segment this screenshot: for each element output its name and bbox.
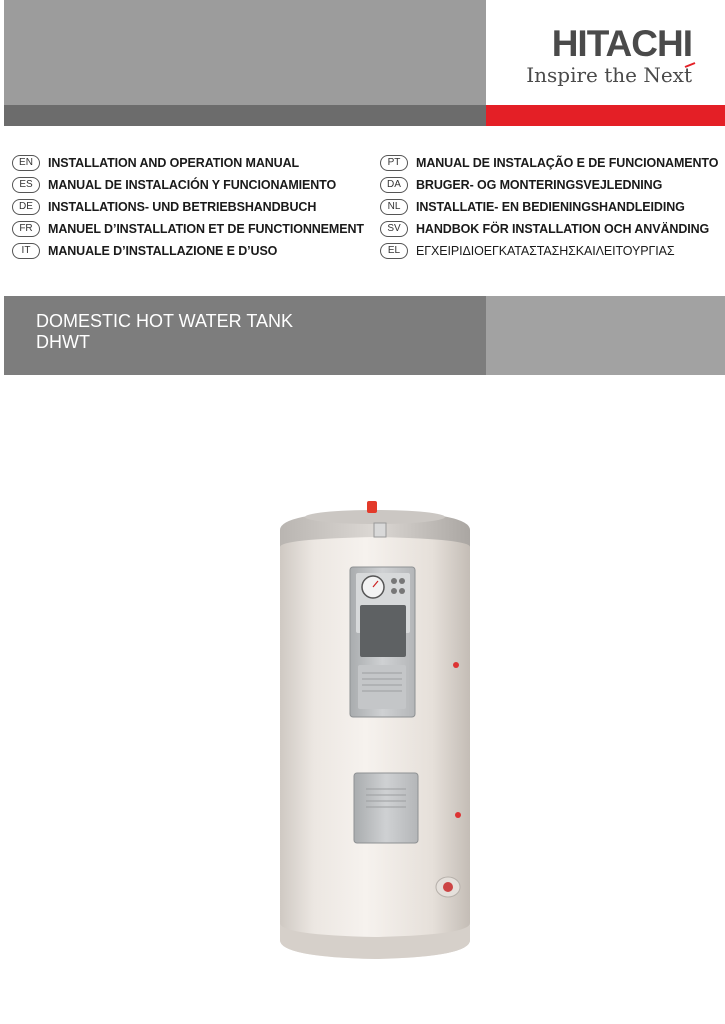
manual-title: MANUALE D’INSTALLAZIONE E D’USO [48,244,278,258]
language-row [12,152,364,174]
language-code-badge: IT [12,243,40,259]
language-row [380,240,718,262]
language-list-left [12,152,364,262]
language-row [12,240,364,262]
language-code-badge: SV [380,221,408,237]
language-row [380,174,718,196]
language-code-badge: ES [12,177,40,193]
tagline-accent-mark-icon [684,62,696,68]
header-red-strip [486,105,725,126]
manual-title: INSTALLATIONS- UND BETRIEBSHANDBUCH [48,200,317,214]
language-code-badge: FR [12,221,40,237]
language-row [380,152,718,174]
language-code-badge: NL [380,199,408,215]
language-list-right [380,152,718,262]
manual-title: MANUAL DE INSTALACIÓN Y FUNCIONAMIENTO [48,178,337,192]
manual-title: MANUEL D’INSTALLATION ET DE FUNCTIONNEMENT [48,222,364,236]
manual-title: BRUGER- OG MONTERINGSVEJLEDNING [416,178,663,192]
manual-title: INSTALLATION AND OPERATION MANUAL [48,156,300,170]
product-model: DHWT [36,332,90,352]
language-code-badge: EL [380,243,408,259]
water-tank-illustration [270,495,480,965]
language-row [380,218,718,240]
language-code-badge: PT [380,155,408,171]
language-code-badge: DE [12,199,40,215]
manual-title: MANUAL DE INSTALAÇÃO E DE FUNCIONAMENTO [416,156,719,170]
product-title [36,311,293,353]
product-band-side [486,296,725,375]
language-row [12,196,364,218]
language-row [12,174,364,196]
product-name: DOMESTIC HOT WATER TANK [36,311,294,331]
header-gray-strip [4,105,486,126]
manual-title: INSTALLATIE- EN BEDIENINGSHANDLEIDING [416,200,685,214]
language-row [380,196,718,218]
language-code-badge: DA [380,177,408,193]
brand-logo: HITACHI [551,23,692,64]
language-row [12,218,364,240]
manual-title: HANDBOK FÖR INSTALLATION OCH ANVÄNDING [416,222,710,236]
brand-tagline: Inspire the Next [526,63,692,87]
language-code-badge: EN [12,155,40,171]
manual-title: ΕΓΧΕΙΡΙΔΙΟΕΓΚΑΤΑΣΤΑΣΗΣΚΑΙΛΕΙΤΟΥΡΓΙΑΣ [416,244,675,258]
